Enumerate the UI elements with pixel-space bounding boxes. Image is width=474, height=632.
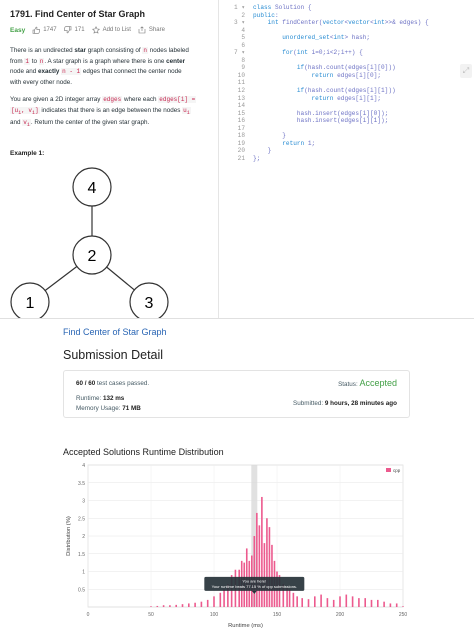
line-number: 7 ▾ — [234, 49, 245, 57]
line-number: 20 — [237, 147, 245, 155]
x-tick-label: 250 — [398, 612, 408, 618]
line-number-gutter — [219, 4, 245, 162]
distribution-bar[interactable] — [390, 603, 392, 607]
distribution-bar[interactable] — [301, 598, 303, 607]
legend-label: cpp — [393, 468, 401, 473]
distribution-bar[interactable] — [201, 602, 203, 607]
distribution-bar[interactable] — [371, 600, 373, 607]
share-icon[interactable] — [138, 26, 146, 34]
code-line[interactable]: return edges[i][1]; — [311, 94, 382, 102]
status-accepted: Accepted — [359, 378, 397, 388]
y-tick-label: 4 — [82, 463, 85, 469]
line-number: 10 — [237, 71, 245, 79]
tooltip-line-1: You are here! — [242, 578, 267, 584]
code-line[interactable]: for(int i=0;i<2;i++) { — [282, 49, 363, 57]
star-graph-diagram — [0, 160, 218, 318]
code-line[interactable] — [253, 27, 429, 35]
distribution-bar[interactable] — [296, 596, 298, 607]
distribution-bar[interactable] — [254, 536, 256, 607]
distribution-bar[interactable] — [213, 596, 215, 607]
line-number: 9 — [241, 64, 245, 72]
distribution-svg — [63, 460, 410, 632]
problem-title: 1791. Find Center of Star Graph — [10, 9, 146, 19]
y-tick-label: 1 — [82, 569, 85, 576]
distribution-bar[interactable] — [256, 513, 258, 607]
distribution-bar[interactable] — [271, 545, 273, 607]
y-tick-label: 1.5 — [78, 551, 85, 558]
line-number: 13 — [237, 94, 245, 102]
dislikes-count: 171 — [74, 27, 85, 33]
distribution-bar[interactable] — [358, 598, 360, 607]
code-line[interactable] — [253, 57, 429, 65]
line-number: 6 — [241, 41, 245, 49]
distribution-bar[interactable] — [264, 543, 266, 607]
graph-node-right — [130, 283, 168, 318]
runtime-distribution-chart[interactable] — [63, 460, 410, 632]
y-tick-label: 0.5 — [78, 587, 85, 594]
add-to-list-button[interactable]: Add to List — [102, 27, 131, 33]
star-icon[interactable] — [92, 26, 100, 34]
test-cases-text: 60 / 60 test cases passed. — [76, 380, 150, 387]
line-number: 8 — [241, 56, 245, 64]
svg-text:4: 4 — [87, 180, 97, 197]
line-number: 5 — [241, 34, 245, 42]
distribution-bar[interactable] — [339, 596, 341, 607]
memory-text: Memory Usage: 71 MB — [76, 405, 141, 412]
code-line[interactable]: if(hash.count(edges[i][1])) — [296, 87, 396, 95]
code-line[interactable]: if(hash.count(edges[i][0])) — [296, 64, 396, 72]
distribution-bar[interactable] — [169, 605, 171, 607]
graph-node-center — [73, 236, 111, 274]
code-line[interactable]: return 1; — [282, 139, 316, 147]
line-number: 3 ▾ — [234, 19, 245, 27]
distribution-bar[interactable] — [223, 589, 225, 607]
code-text[interactable] — [253, 4, 429, 162]
distribution-bar[interactable] — [314, 596, 316, 607]
distribution-bar[interactable] — [150, 606, 152, 607]
difficulty-badge: Easy — [10, 26, 26, 34]
code-line[interactable]: return edges[i][0]; — [311, 71, 382, 79]
graph-node-left — [11, 283, 49, 318]
code-line[interactable]: }; — [253, 154, 261, 162]
distribution-bar[interactable] — [320, 595, 322, 607]
distribution-bar[interactable] — [383, 602, 385, 607]
distribution-bar[interactable] — [402, 606, 404, 607]
status-text: Status: Accepted — [338, 378, 397, 388]
line-number: 18 — [237, 132, 245, 140]
section-divider — [0, 318, 474, 319]
code-line[interactable]: class Solution { — [253, 4, 312, 11]
code-line[interactable]: public: — [253, 11, 279, 19]
distribution-bar[interactable] — [220, 593, 222, 607]
likes-count: 1747 — [43, 27, 57, 33]
distribution-bar[interactable] — [346, 595, 348, 607]
distribution-bar[interactable] — [308, 599, 310, 607]
distribution-bar[interactable] — [194, 603, 196, 607]
example-heading: Example 1: — [10, 150, 45, 157]
x-tick-label: 100 — [209, 612, 219, 618]
distribution-bar[interactable] — [269, 527, 271, 607]
thumbs-down-icon[interactable] — [64, 26, 72, 34]
distribution-bar[interactable] — [259, 525, 261, 607]
code-line[interactable]: } — [253, 147, 272, 155]
distribution-bar[interactable] — [396, 603, 398, 607]
code-line[interactable]: hash.insert(edges[i][0]); — [253, 109, 389, 117]
distribution-bar[interactable] — [293, 593, 295, 607]
distribution-bar[interactable] — [163, 605, 165, 607]
share-button[interactable]: Share — [148, 27, 165, 33]
x-tick-label: 50 — [148, 612, 154, 618]
code-line[interactable]: int findCenter(vector<vector<int>>& edges) { — [267, 19, 429, 27]
distribution-bar[interactable] — [327, 598, 329, 607]
x-tick-label: 200 — [335, 612, 345, 618]
line-number: 19 — [237, 139, 245, 147]
distribution-bar[interactable] — [175, 605, 177, 607]
line-number: 4 — [241, 26, 245, 34]
editor-expand-icon[interactable]: ⤢ — [460, 64, 472, 78]
y-axis-label: Distribution (%) — [66, 516, 72, 556]
svg-text:1: 1 — [25, 295, 35, 312]
problem-paragraph-2: You are given a 2D integer array edges where each edges[i] = [$u_i$, $v_i$] indicates that there is an edge between the nodes $u_i$ and $v_i$. Return the center of the given star graph. — [10, 96, 196, 129]
line-number: 21 — [237, 154, 245, 162]
y-tick-label: 3.5 — [78, 480, 85, 487]
distribution-bar[interactable] — [377, 600, 379, 607]
code-line[interactable]: hash.insert(edges[i][1]); — [253, 117, 389, 125]
line-number: 15 — [237, 109, 245, 117]
problem-paragraph-1: There is an undirected star graph consisting of n nodes labeled from 1 to n. A star graph is a graph where there is one center node and exactly n - 1 edges that connect the center node with every other node. — [10, 47, 189, 86]
code-line[interactable] — [253, 79, 429, 87]
distribution-bar[interactable] — [157, 606, 159, 607]
distribution-heading: Accepted Solutions Runtime Distribution — [63, 447, 224, 457]
submission-summary-card — [63, 370, 410, 418]
problem-description-panel — [0, 0, 218, 318]
distribution-bar[interactable] — [182, 604, 184, 607]
distribution-bar[interactable] — [352, 596, 354, 607]
submission-heading: Submission Detail — [63, 348, 164, 362]
distribution-bar[interactable] — [266, 518, 268, 607]
graph-node-top — [73, 168, 111, 206]
problem-link[interactable]: Find Center of Star Graph — [63, 327, 167, 337]
line-number: 14 — [237, 102, 245, 110]
y-tick-label: 2 — [82, 534, 85, 540]
submitted-text: Submitted: 9 hours, 28 minutes ago — [293, 400, 397, 407]
distribution-bar[interactable] — [207, 600, 209, 607]
problem-meta-bar — [10, 26, 165, 34]
code-editor[interactable] — [219, 0, 474, 318]
distribution-bar[interactable] — [188, 603, 190, 607]
line-number: 11 — [237, 79, 245, 87]
line-number: 2 — [241, 11, 245, 19]
distribution-bar[interactable] — [333, 600, 335, 607]
runtime-text: Runtime: 132 ms — [76, 395, 125, 402]
thumbs-up-icon[interactable] — [32, 26, 40, 34]
code-line[interactable] — [253, 125, 429, 133]
svg-text:2: 2 — [87, 248, 97, 265]
line-number: 16 — [237, 117, 245, 125]
distribution-bar[interactable] — [289, 589, 291, 607]
y-tick-label: 3 — [82, 498, 85, 505]
code-line[interactable] — [253, 42, 429, 50]
line-number: 12 — [237, 87, 245, 95]
line-number: 17 — [237, 124, 245, 132]
line-number: 1 ▾ — [234, 4, 245, 11]
legend-swatch — [386, 468, 391, 472]
distribution-bar[interactable] — [364, 598, 366, 607]
x-axis-label: Runtime (ms) — [228, 623, 263, 629]
code-line[interactable] — [253, 102, 429, 110]
code-line[interactable]: unordered_set<int> hash; — [282, 34, 371, 42]
svg-text:3: 3 — [144, 295, 154, 312]
tooltip-line-2: Your runtime beats 77.15 % of cpp submissions. — [211, 583, 298, 589]
x-tick-label: 0 — [86, 612, 90, 618]
y-tick-label: 2.5 — [78, 516, 85, 523]
x-tick-label: 150 — [272, 612, 282, 618]
code-line[interactable]: } — [253, 132, 286, 140]
